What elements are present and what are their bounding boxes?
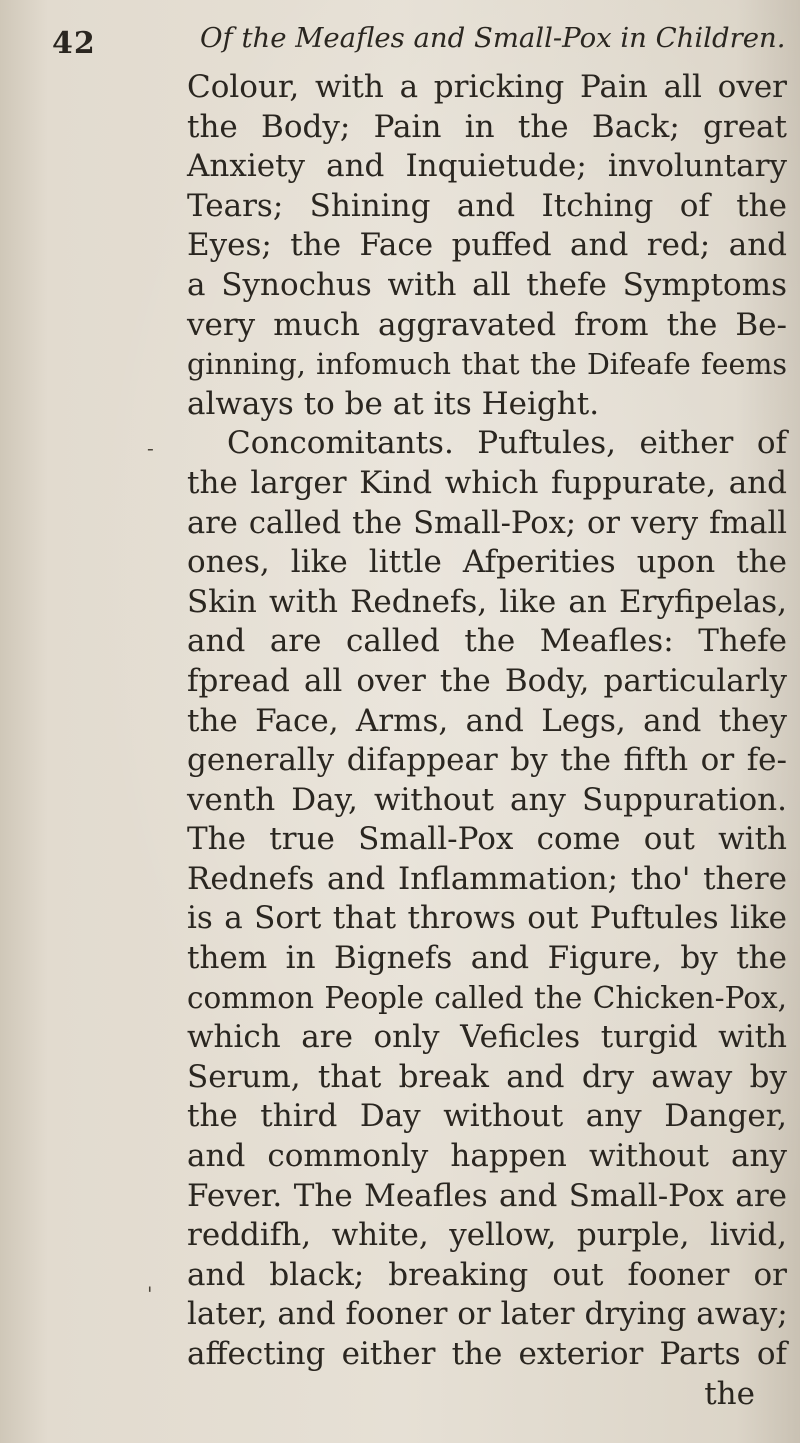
text-line: common People called the Chicken-Pox,	[187, 980, 787, 1015]
text-line: affecting either the exterior Parts of	[187, 1336, 787, 1372]
text-line: The true Small-Pox come out with	[187, 821, 787, 858]
text-line: Tears; Shining and Itching of the	[187, 187, 787, 224]
margin-mark: -	[147, 436, 154, 460]
text-line: ginning, infomuch that the Difeafe feems	[187, 348, 787, 382]
text-line: later, and fooner or later drying away;	[187, 1296, 788, 1333]
text-line: Eyes; the Face puffed and red; and	[187, 227, 787, 264]
text-line: and are called the Meafles: Thefe	[187, 623, 787, 660]
text-line: the Body; Pain in the Back; great	[187, 108, 787, 145]
text-line: the third Day without any Danger,	[187, 1098, 787, 1135]
section-heading-line: Concomitants. Puftules, either of	[227, 425, 787, 462]
text-line: Serum, that break and dry away by	[187, 1058, 787, 1095]
text-line: Anxiety and Inquietude; involuntary	[187, 148, 787, 185]
text-line: and black; breaking out fooner or	[187, 1256, 787, 1293]
text-line: venth Day, without any Suppuration.	[187, 781, 787, 818]
text-line: always to be at its Height.	[187, 385, 600, 422]
text-line: which are only Veficles turgid with	[187, 1019, 787, 1056]
text-line: the larger Kind which fuppurate, and	[187, 464, 787, 501]
text-line: them in Bignefs and Figure, by the	[187, 940, 787, 977]
text-line: Rednefs and Inflammation; tho' there	[187, 860, 787, 897]
catchword: the	[704, 1375, 755, 1412]
page-number: 42	[52, 26, 96, 61]
text-line: and commonly happen without any	[187, 1138, 787, 1175]
text-line: Fever. The Meafles and Small-Pox are	[187, 1177, 787, 1214]
running-head: Of the Meafles and Small-Pox in Children.	[200, 22, 786, 54]
text-line: reddifh, white, yellow, purple, livid,	[187, 1217, 787, 1254]
text-line: ones, like little Afperities upon the	[187, 544, 787, 581]
text-line: a Synochus with all thefe Symptoms	[187, 266, 787, 303]
text-line: are called the Small-Pox; or very fmall	[187, 505, 787, 541]
body-text	[187, 68, 787, 1414]
text-line: Skin with Rednefs, like an Eryfipelas,	[187, 583, 787, 620]
margin-mark: '	[147, 1282, 153, 1306]
text-line: generally difappear by the fifth or fe-	[187, 742, 787, 779]
text-line: fpread all over the Body, particularly	[187, 662, 787, 699]
text-line: is a Sort that throws out Puftules like	[187, 900, 787, 937]
text-line: the Face, Arms, and Legs, and they	[187, 702, 787, 739]
text-line: Colour, with a pricking Pain all over	[187, 69, 787, 105]
text-line: very much aggravated from the Be-	[187, 306, 787, 343]
